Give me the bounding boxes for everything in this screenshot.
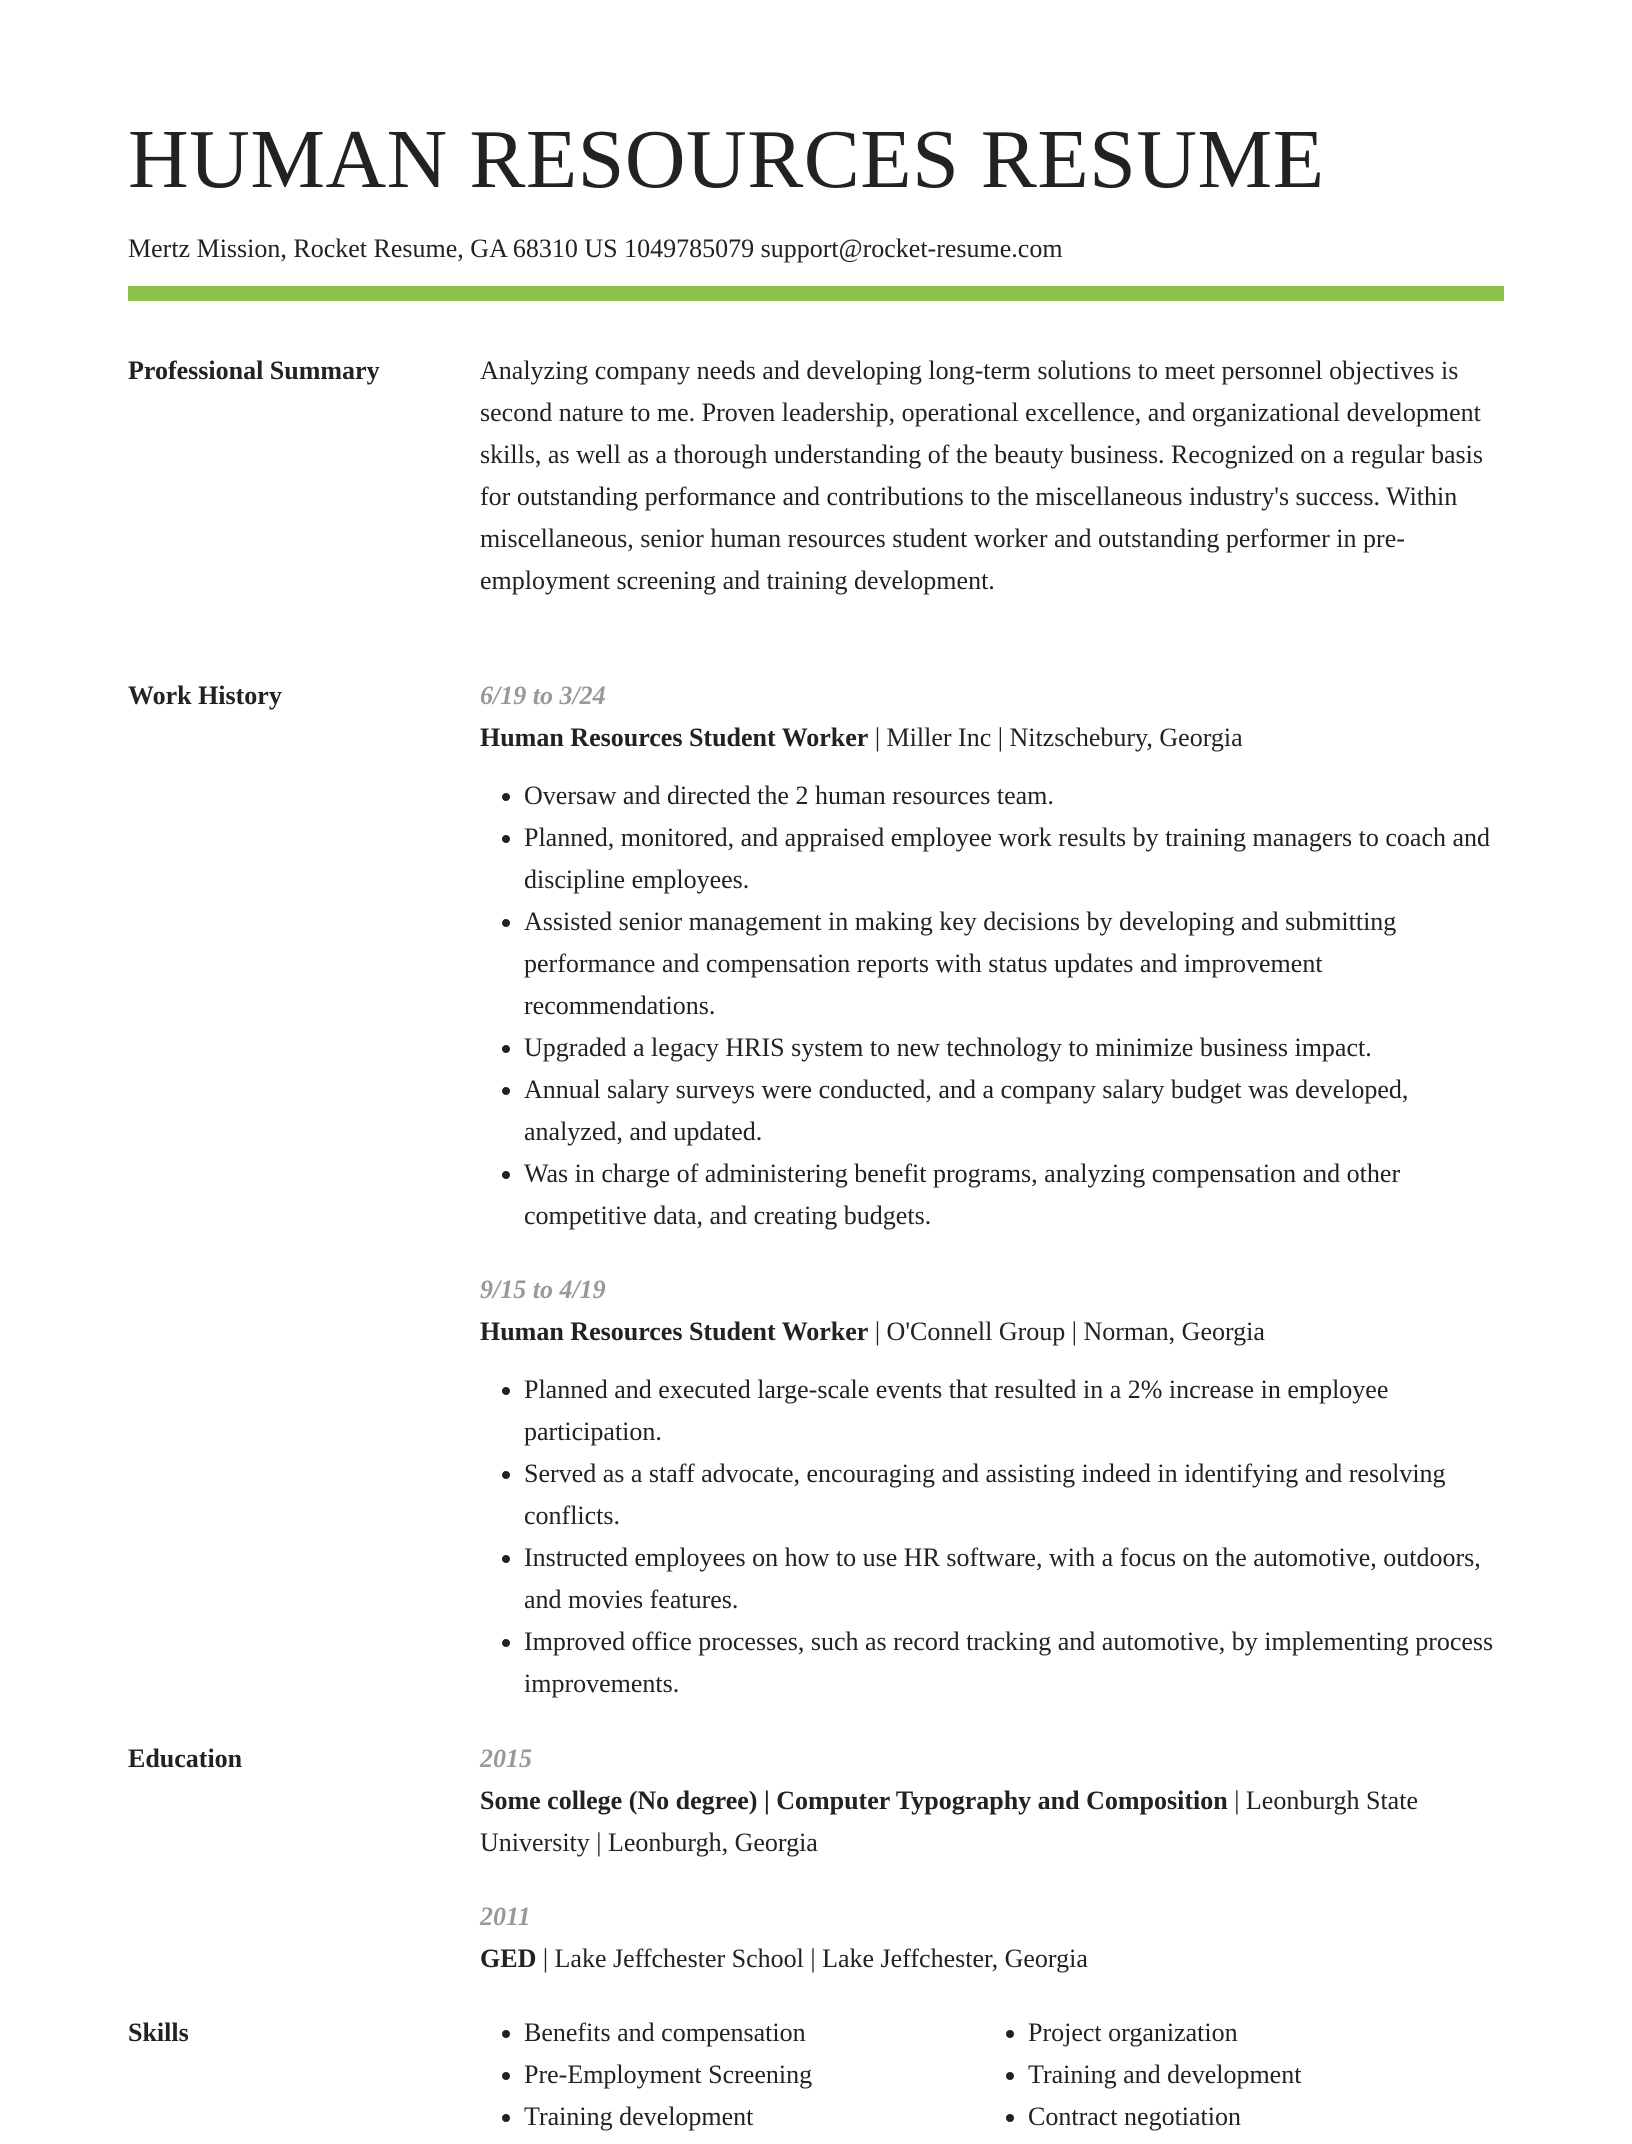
education-degree: GED <box>480 1944 537 1973</box>
work-body <box>480 675 1504 1705</box>
job-role: Human Resources Student Worker <box>480 723 869 752</box>
list-item: • Was in charge of administering benefit programs, analyzing compensation and other competitive data, and creating budgets. <box>524 1153 1504 1237</box>
job-role: Human Resources Student Worker <box>480 1317 869 1346</box>
list-item: • Training development <box>524 2096 980 2138</box>
section-title-education: Education <box>128 1744 243 1773</box>
education-year: 2015 <box>480 1744 532 1773</box>
education-line <box>480 1938 1504 1980</box>
list-item: • Annual salary surveys were conducted, and a company salary budget was developed, analyzed, and updated. <box>524 1069 1504 1153</box>
job-spacer <box>480 1237 1504 1269</box>
skills-list <box>984 2012 1484 2138</box>
job-title-line <box>480 717 1504 759</box>
list-item: • Training and development <box>1028 2054 1484 2096</box>
list-item: • Project organization <box>1028 2012 1484 2054</box>
summary-body <box>480 350 1504 602</box>
education-year: 2011 <box>480 1902 531 1931</box>
list-item: • Assisted senior management in making key decisions by developing and submitting performance and compensation reports with status updates and improvement recommendations. <box>524 901 1504 1027</box>
header-accent-rule <box>128 286 1504 301</box>
job-company-location: | Miller Inc | Nitzschebury, Georgia <box>868 723 1243 752</box>
job-entry <box>480 675 1504 1237</box>
job-dates: 6/19 to 3/24 <box>480 681 606 710</box>
job-bullets <box>480 775 1504 1237</box>
list-item: • Planned, monitored, and appraised employee work results by training managers to coach and discipline employees. <box>524 817 1504 901</box>
list-item: • Served as a staff advocate, encouraging and assisting indeed in identifying and resolving conflicts. <box>524 1453 1504 1537</box>
section-title-summary: Professional Summary <box>128 356 380 385</box>
list-item: • Upgraded a legacy HRIS system to new technology to minimize business impact. <box>524 1027 1504 1069</box>
summary-text: Analyzing company needs and developing long-term solutions to meet personnel objectives is second nature to me. Proven leadership, operational excellence, and organizational development skills, as well as a thorough understanding of the beauty business. Recognized on a regular basis for outstanding performance and contributions to the miscellaneous industry's success. Within miscellaneous, senior human resources student worker and outstanding performer in pre-employment screening and training development. <box>480 356 1483 595</box>
skills-column-right <box>984 2012 1484 2138</box>
list-item: • Planned and executed large-scale events that resulted in a 2% increase in employee participation. <box>524 1369 1504 1453</box>
job-title-line <box>480 1311 1504 1353</box>
education-entry <box>480 1896 1504 1980</box>
section-title-work: Work History <box>128 681 282 710</box>
job-entry <box>480 1269 1504 1705</box>
section-title-skills: Skills <box>128 2018 189 2047</box>
list-item: • Contract negotiation <box>1028 2096 1484 2138</box>
job-bullets <box>480 1369 1504 1705</box>
resume-title: HUMAN RESOURCES RESUME <box>128 113 1325 206</box>
education-body <box>480 1738 1504 1980</box>
education-degree: Some college (No degree) | Computer Typography and Composition <box>480 1786 1228 1815</box>
education-school-location: | Lake Jeffchester School | Lake Jeffchester, Georgia <box>536 1944 1088 1973</box>
list-item: • Pre-Employment Screening <box>524 2054 980 2096</box>
education-school-location: | Leonburgh State University | Leonburgh, Georgia <box>480 1786 1418 1857</box>
skills-body <box>480 2012 1504 2144</box>
education-spacer <box>480 1864 1504 1896</box>
list-item: • Benefits and compensation <box>524 2012 980 2054</box>
job-dates: 9/15 to 4/19 <box>480 1275 606 1304</box>
skills-columns <box>480 2012 1504 2144</box>
list-item: • Oversaw and directed the 2 human resources team. <box>524 775 1504 817</box>
list-item: • Improved office processes, such as record tracking and automotive, by implementing process improvements. <box>524 1621 1504 1705</box>
skills-column-left <box>480 2012 980 2138</box>
list-item: • Instructed employees on how to use HR software, with a focus on the automotive, outdoors, and movies features. <box>524 1537 1504 1621</box>
job-company-location: | O'Connell Group | Norman, Georgia <box>868 1317 1265 1346</box>
contact-line: Mertz Mission, Rocket Resume, GA 68310 US 1049785079 support@rocket-resume.com <box>128 234 1063 263</box>
education-line <box>480 1780 1504 1864</box>
education-entry <box>480 1738 1504 1864</box>
skills-list <box>480 2012 980 2138</box>
